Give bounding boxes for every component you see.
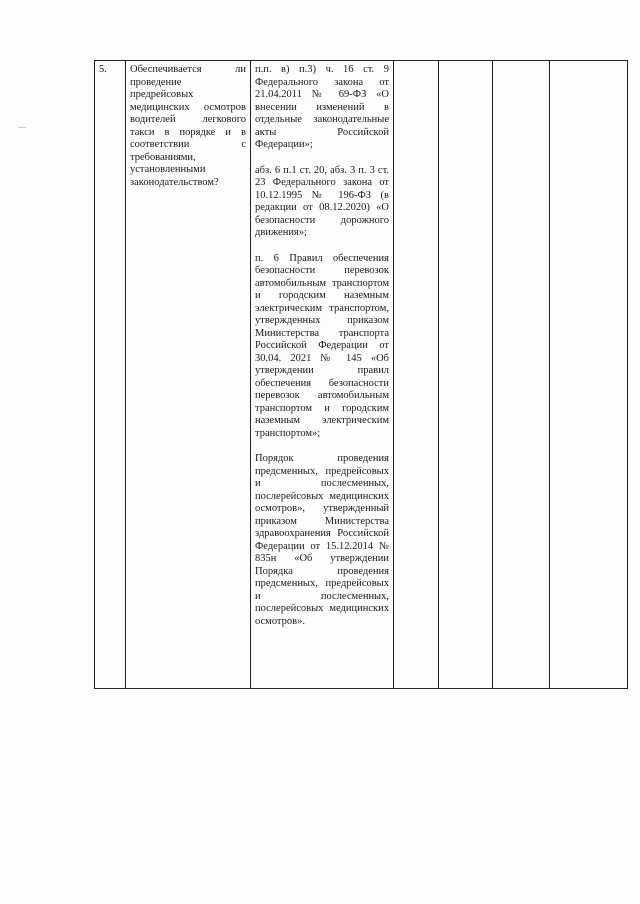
row-number: 5. <box>99 64 107 75</box>
row-number-cell <box>95 61 126 689</box>
legal-ref-4: Порядок проведения предсменных, предрейсовых и послесменных, послерейсовых медицинских осмотров», утвержденный приказом Министерства здравоохранения Российской Федерации от 15.12.2014 № 835н «Об утверждении Порядка проведения предсменных, предрейсовых и послесменных, послерейсовых медицинских осмотров». <box>255 453 389 627</box>
answer-yes-cell <box>394 61 439 689</box>
legal-ref-2: абз. 6 п.1 ст. 20, абз. 3 п. 3 ст. 23 Федерального закона от 10.12.1995 № 196-ФЗ (в редакции от 08.12.2020) «О безопасности дорожного движения»; <box>255 164 389 238</box>
legal-ref-1: п.п. в) п.3) ч. 16 ст. 9 Федерального закона от 21.04.2011 № 69-ФЗ «О внесении изменений в отдельные законодательные акты Российской Федерации»; <box>255 64 389 150</box>
question-text: Обеспечивается ли проведение предрейсовых медицинских осмотров водителей легкового такси в порядке и в соответствии с требованиями, установленными законодательством? <box>130 64 246 188</box>
question-cell <box>126 61 251 689</box>
legal-ref-3: п. 6 Правил обеспечения безопасности перевозок автомобильным транспортом и городским наземным электрическим транспортом, утвержденных приказом Министерства транспорта Российской Федерации от 30.04. 2021 № 145 «Об утверждении правил обеспечения безопасности перевозок автомобильным транспортом и городским наземным электрическим транспортом»; <box>255 252 389 439</box>
table-row <box>95 61 628 689</box>
legal-reference-cell <box>251 61 394 689</box>
scan-mark <box>18 127 26 128</box>
note-cell <box>550 61 628 689</box>
answer-na-cell <box>493 61 550 689</box>
answer-no-cell <box>439 61 493 689</box>
requirements-table <box>94 60 628 689</box>
